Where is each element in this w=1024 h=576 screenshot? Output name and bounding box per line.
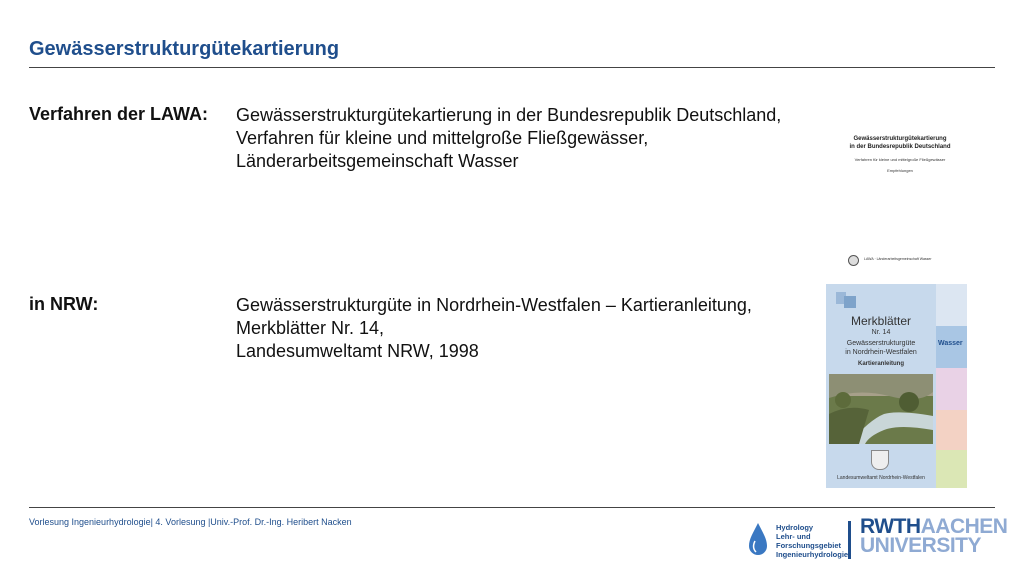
- cover-title-line: in Nordrhein-Westfalen: [845, 349, 917, 356]
- text-line: Gewässerstrukturgütekartierung in der Bundesrepublik Deutschland,: [236, 105, 782, 125]
- cover-subtitle: Kartieranleitung: [857, 361, 904, 367]
- cover-side-label: Wasser: [938, 340, 963, 347]
- text-line: Landesumweltamt NRW, 1998: [236, 341, 479, 361]
- header-divider: [29, 67, 995, 68]
- text-line: Gewässerstrukturgüte in Nordrhein-Westfalen – Kartieranleitung,: [236, 295, 752, 315]
- institute-line: Lehr- und: [776, 532, 811, 541]
- cover-title-line: in der Bundesrepublik Deutschland: [849, 144, 951, 150]
- section-label-lawa: Verfahren der LAWA:: [29, 104, 209, 124]
- cover-title-line: Gewässerstrukturgüte: [846, 340, 916, 347]
- cover-title-line: Gewässerstrukturgütekartierung: [853, 136, 947, 142]
- text-line: Länderarbeitsgemeinschaft Wasser: [236, 151, 519, 171]
- cover-number: Nr. 14: [871, 329, 891, 336]
- cover-publisher: LAWA · Länderarbeitsgemeinschaft Wasser: [864, 257, 932, 261]
- cover-series: Merkblätter: [850, 314, 912, 328]
- section-text-nrw: [236, 294, 752, 363]
- landesumweltamt-logo-icon: [834, 290, 858, 310]
- rwth-logo-part: AACHEN: [920, 515, 1008, 538]
- cover-footer: Landesumweltamt Nordrhein-Westfalen: [837, 475, 925, 481]
- institute-line: Hydrology: [776, 523, 814, 532]
- nrw-cover-image: [826, 284, 967, 488]
- river-photo: [829, 374, 933, 444]
- institute-line: Ingenieurhydrologie: [776, 550, 849, 559]
- rwth-logo: [860, 517, 1007, 555]
- section-label-nrw: in NRW:: [29, 294, 99, 314]
- institute-line: Forschungsgebiet: [776, 541, 842, 550]
- slide-title: Gewässerstrukturgütekartierung: [29, 38, 340, 60]
- footer-text: Vorlesung Ingenieurhydrologie| 4. Vorlesung |Univ.-Prof. Dr.-Ing. Heribert Nacken: [29, 517, 352, 527]
- seal-icon: [848, 255, 859, 266]
- rwth-logo-part: RWTH: [860, 515, 921, 538]
- rwth-logo-part: UNIVERSITY: [860, 534, 982, 557]
- cover-subtitle: Verfahren für kleine und mittelgroße Fließgewässer: [854, 157, 946, 162]
- text-line: Verfahren für kleine und mittelgroße Fließgewässer,: [236, 128, 649, 148]
- section-text-lawa: [236, 104, 781, 173]
- logo-separator: [848, 521, 851, 559]
- institute-logo-text: [776, 523, 848, 559]
- nrw-crest-icon: [871, 450, 889, 470]
- footer-divider: [29, 507, 995, 508]
- cover-subtitle-2: Empfehlungen: [887, 168, 913, 173]
- water-drop-icon: [747, 521, 769, 559]
- lawa-cover-image: [830, 118, 970, 276]
- text-line: Merkblätter Nr. 14,: [236, 318, 385, 338]
